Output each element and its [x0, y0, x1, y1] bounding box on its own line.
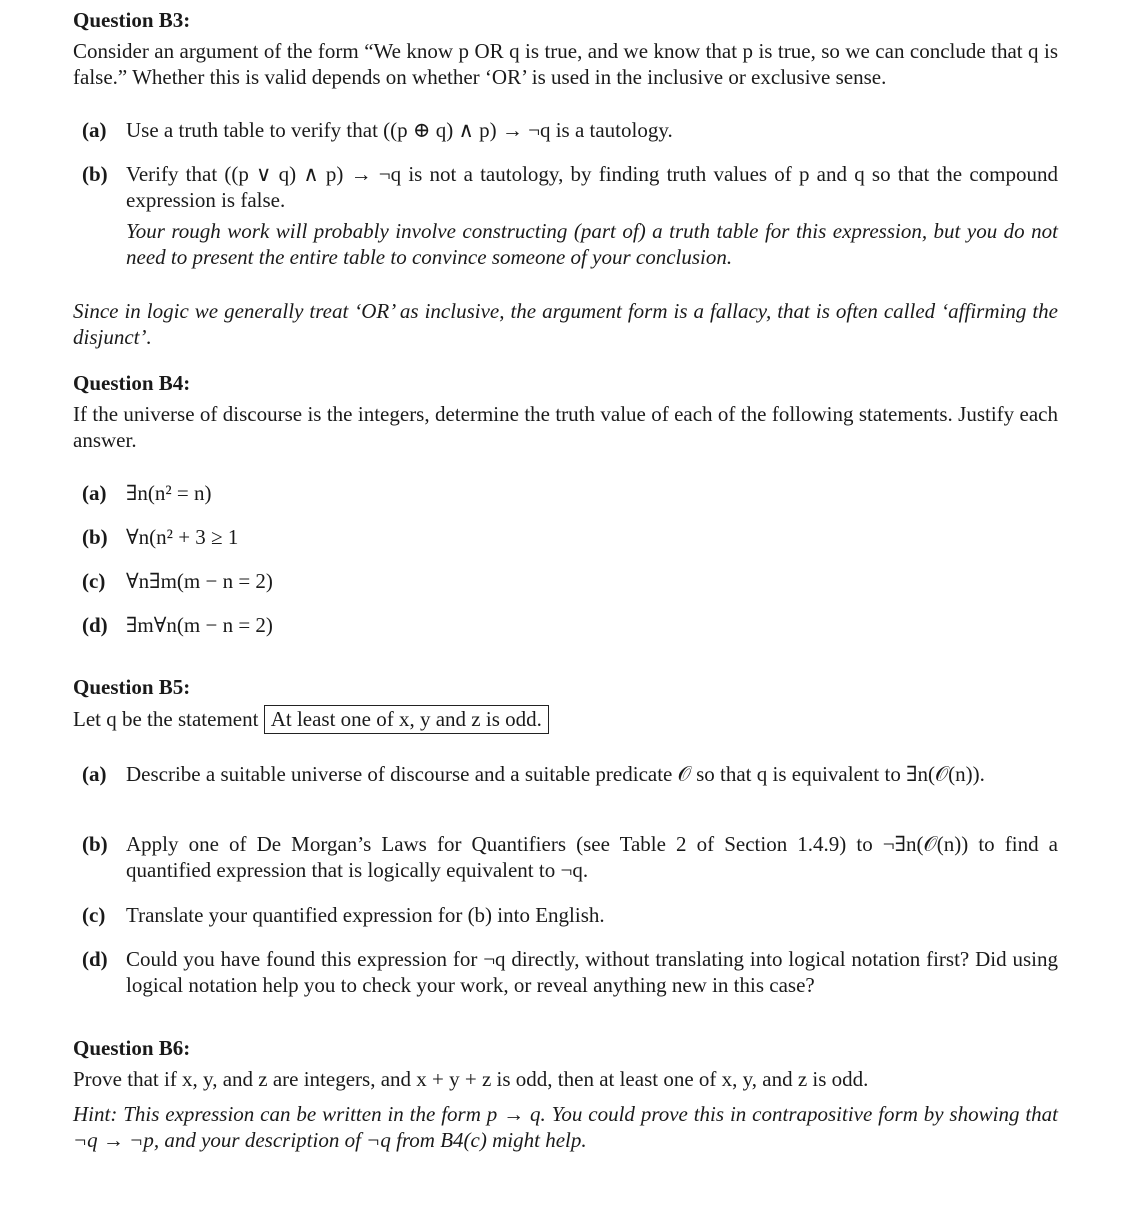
part-expression: ∃m∀n(m − n = 2) [126, 613, 273, 637]
part-label: (b) [82, 162, 108, 186]
question-b5-part-c [82, 902, 1058, 928]
question-b4-part-a [82, 480, 1058, 506]
question-b4-part-c [82, 568, 1058, 594]
boxed-statement: At least one of x, y and z is odd. [264, 705, 549, 734]
question-b4-part-b [82, 524, 1058, 550]
part-note: Your rough work will probably involve constructing (part of) a truth table for this expression, but you do not need to present the entire table to convince someone of your conclusion. [126, 219, 1058, 269]
part-label: (d) [82, 947, 108, 971]
part-label: (b) [82, 832, 108, 856]
part-label: (a) [82, 118, 107, 142]
question-b3-part-a [82, 117, 1058, 143]
part-label: (c) [82, 903, 106, 927]
part-label: (a) [82, 762, 107, 786]
question-b4-heading: Question B4: [73, 371, 191, 395]
part-text: Could you have found this expression for ¬q directly, without translating into logical notation first? Did using logical notation help you to check your work, or reveal anything new in this case? [126, 947, 1058, 997]
part-expression: ∀n∃m(m − n = 2) [126, 569, 273, 593]
part-text: Describe a suitable universe of discourse and a suitable predicate 𝒪 so that q is equivalent to ∃n(𝒪(n)). [126, 762, 985, 786]
question-b3-intro: Consider an argument of the form “We know p OR q is true, and we know that p is true, so we can conclude that q is false.” Whether this is valid depends on whether ‘OR’ is used in the inclusive or exclusive sense. [73, 39, 1058, 89]
part-text: Translate your quantified expression for (b) into English. [126, 903, 605, 927]
question-b6-heading: Question B6: [73, 1036, 191, 1060]
question-b5-intro [73, 706, 1058, 732]
question-b5-part-d [82, 946, 1058, 998]
question-b3-closing: Since in logic we generally treat ‘OR’ as inclusive, the argument form is a fallacy, that is often called ‘affirming the disjunct’. [73, 299, 1058, 349]
part-text: Use a truth table to verify that ((p ⊕ q) ∧ p) → ¬q is a tautology. [126, 118, 673, 142]
question-b6-hint: Hint: This expression can be written in the form p → q. You could prove this in contrapositive form by showing that ¬q → ¬p, and your description of ¬q from B4(c) might help. [73, 1102, 1058, 1152]
part-expression: ∀n(n² + 3 ≥ 1 [126, 525, 239, 549]
question-b5-part-a [82, 761, 1058, 787]
part-label: (a) [82, 481, 107, 505]
question-b5-heading: Question B5: [73, 675, 191, 699]
question-b6-intro: Prove that if x, y, and z are integers, and x + y + z is odd, then at least one of x, y, and z is odd. [73, 1067, 869, 1091]
part-label: (d) [82, 613, 108, 637]
part-label: (c) [82, 569, 106, 593]
question-b4-intro: If the universe of discourse is the integers, determine the truth value of each of the following statements. Justify each answer. [73, 402, 1058, 452]
part-text: Apply one of De Morgan’s Laws for Quantifiers (see Table 2 of Section 1.4.9) to ¬∃n(𝒪(n)) to find a quantified expression that is logically equivalent to ¬q. [126, 832, 1058, 882]
question-b4-part-d [82, 612, 1058, 638]
intro-text: Let q be the statement [73, 707, 259, 731]
question-b3-heading: Question B3: [73, 8, 191, 32]
question-b3-part-b [82, 161, 1058, 270]
question-b5-part-b [82, 831, 1058, 883]
part-label: (b) [82, 525, 108, 549]
part-text: Verify that ((p ∨ q) ∧ p) → ¬q is not a tautology, by finding truth values of p and q so that the compound expression is false. [126, 162, 1058, 212]
part-expression: ∃n(n² = n) [126, 481, 212, 505]
